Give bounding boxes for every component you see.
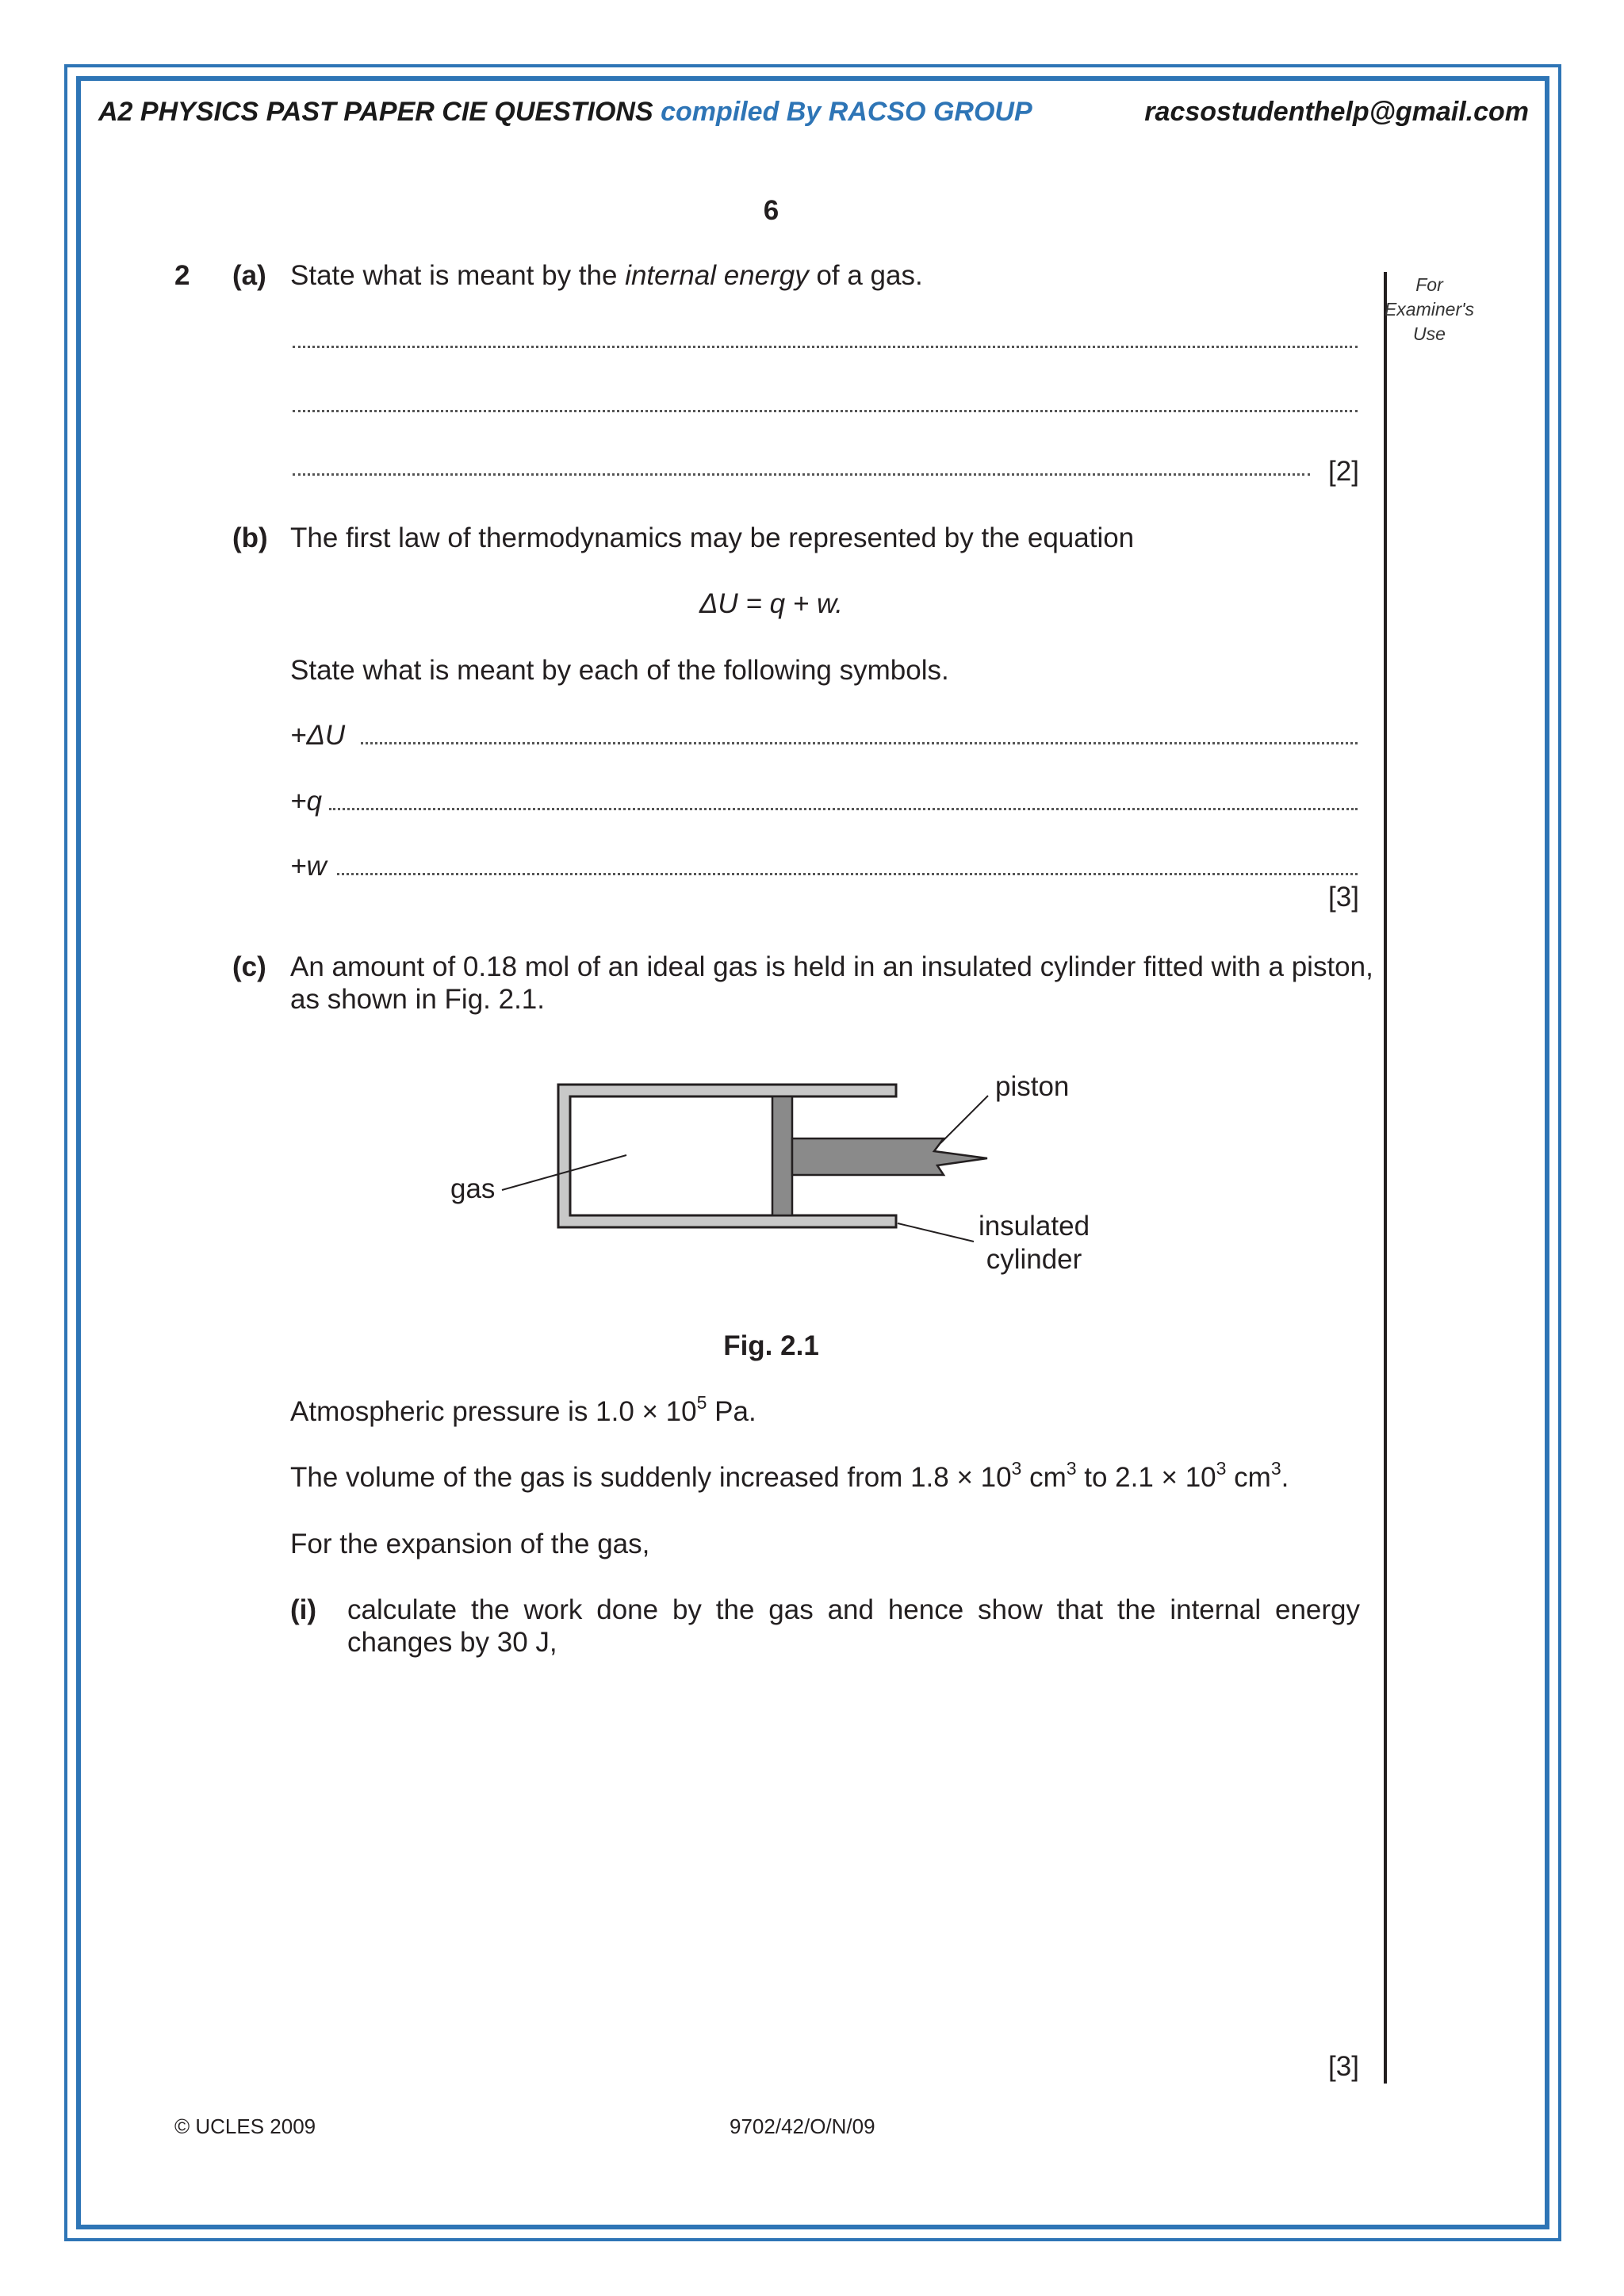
atmospheric-pressure (290, 1392, 756, 1428)
pressure-text: Atmospheric pressure is 1.0 × 10 (290, 1396, 697, 1427)
piston-rod (792, 1138, 987, 1175)
header-title-blue: compiled By RACSO GROUP (661, 97, 1032, 127)
part-c-i-line1: calculate the work done by the gas and hence show that the internal energy (347, 1594, 1360, 1625)
label-gas: gas (450, 1173, 496, 1204)
volume-text-2: cm (1021, 1462, 1067, 1493)
footer-copyright: © UCLES 2009 (174, 2114, 316, 2138)
volume-exp-2: 3 (1066, 1458, 1077, 1479)
part-c-label: (c) (232, 951, 266, 982)
pressure-unit: Pa. (707, 1396, 756, 1427)
symbol-w: +w (290, 851, 327, 882)
question-number: 2 (174, 260, 190, 291)
part-c-i-marks: [3] (1328, 2051, 1359, 2082)
part-b-marks: [3] (1328, 882, 1359, 913)
examiner-line-2: Examiner's (1384, 299, 1475, 320)
volume-text-4: cm (1226, 1462, 1271, 1493)
label-insulated: insulated (978, 1211, 1090, 1242)
working-space[interactable] (347, 1681, 1354, 2038)
part-c-i-label: (i) (290, 1594, 317, 1625)
examiner-line-3: Use (1413, 323, 1446, 344)
part-a-label: (a) (232, 260, 266, 291)
volume-exp-1: 3 (1011, 1458, 1022, 1479)
page-number: 6 (763, 195, 779, 226)
cylinder-leader-line (898, 1223, 974, 1242)
part-b-instruction: State what is meant by each of the following symbols. (290, 655, 949, 686)
label-piston: piston (995, 1071, 1070, 1102)
symbol-q: +q (290, 786, 322, 817)
part-a-marks: [2] (1328, 456, 1359, 487)
part-a-text-before: State what is meant by the (290, 260, 626, 291)
expansion-intro: For the expansion of the gas, (290, 1529, 650, 1559)
part-a-text-after: of a gas. (808, 260, 923, 291)
volume-text-5: . (1281, 1462, 1289, 1493)
first-law-equation: ΔU = q + w. (699, 588, 844, 619)
volume-exp-3: 3 (1216, 1458, 1227, 1479)
symbol-delta-u: +ΔU (290, 720, 346, 751)
piston-head (772, 1096, 792, 1215)
footer-paper-code: 9702/42/O/N/09 (730, 2114, 875, 2138)
volume-text-1: The volume of the gas is suddenly increased from 1.8 × 10 (290, 1462, 1012, 1493)
header-title-black: A2 PHYSICS PAST PAPER CIE QUESTIONS (98, 97, 653, 127)
piston (772, 1096, 987, 1215)
part-b-intro: The first law of thermodynamics may be represented by the equation (290, 522, 1135, 553)
part-c-intro-line2: as shown in Fig. 2.1. (290, 984, 545, 1015)
header-email: racsostudenthelp@gmail.com (1144, 97, 1529, 127)
part-c-i-line2: changes by 30 J, (347, 1627, 557, 1658)
pressure-exponent: 5 (696, 1392, 707, 1413)
volume-text-3: to 2.1 × 10 (1076, 1462, 1216, 1493)
part-a-text-italic: internal energy (625, 260, 809, 291)
volume-exp-4: 3 (1270, 1458, 1281, 1479)
piston-leader-line (940, 1096, 988, 1143)
part-c-intro-line1: An amount of 0.18 mol of an ideal gas is held in an insulated cylinder fitted with a piston, (290, 951, 1373, 982)
label-cylinder: cylinder (986, 1244, 1082, 1275)
volume-change (290, 1458, 1289, 1494)
part-b-label: (b) (232, 522, 268, 553)
examiner-line-1: For (1415, 274, 1443, 295)
figure-caption: Fig. 2.1 (723, 1330, 819, 1361)
